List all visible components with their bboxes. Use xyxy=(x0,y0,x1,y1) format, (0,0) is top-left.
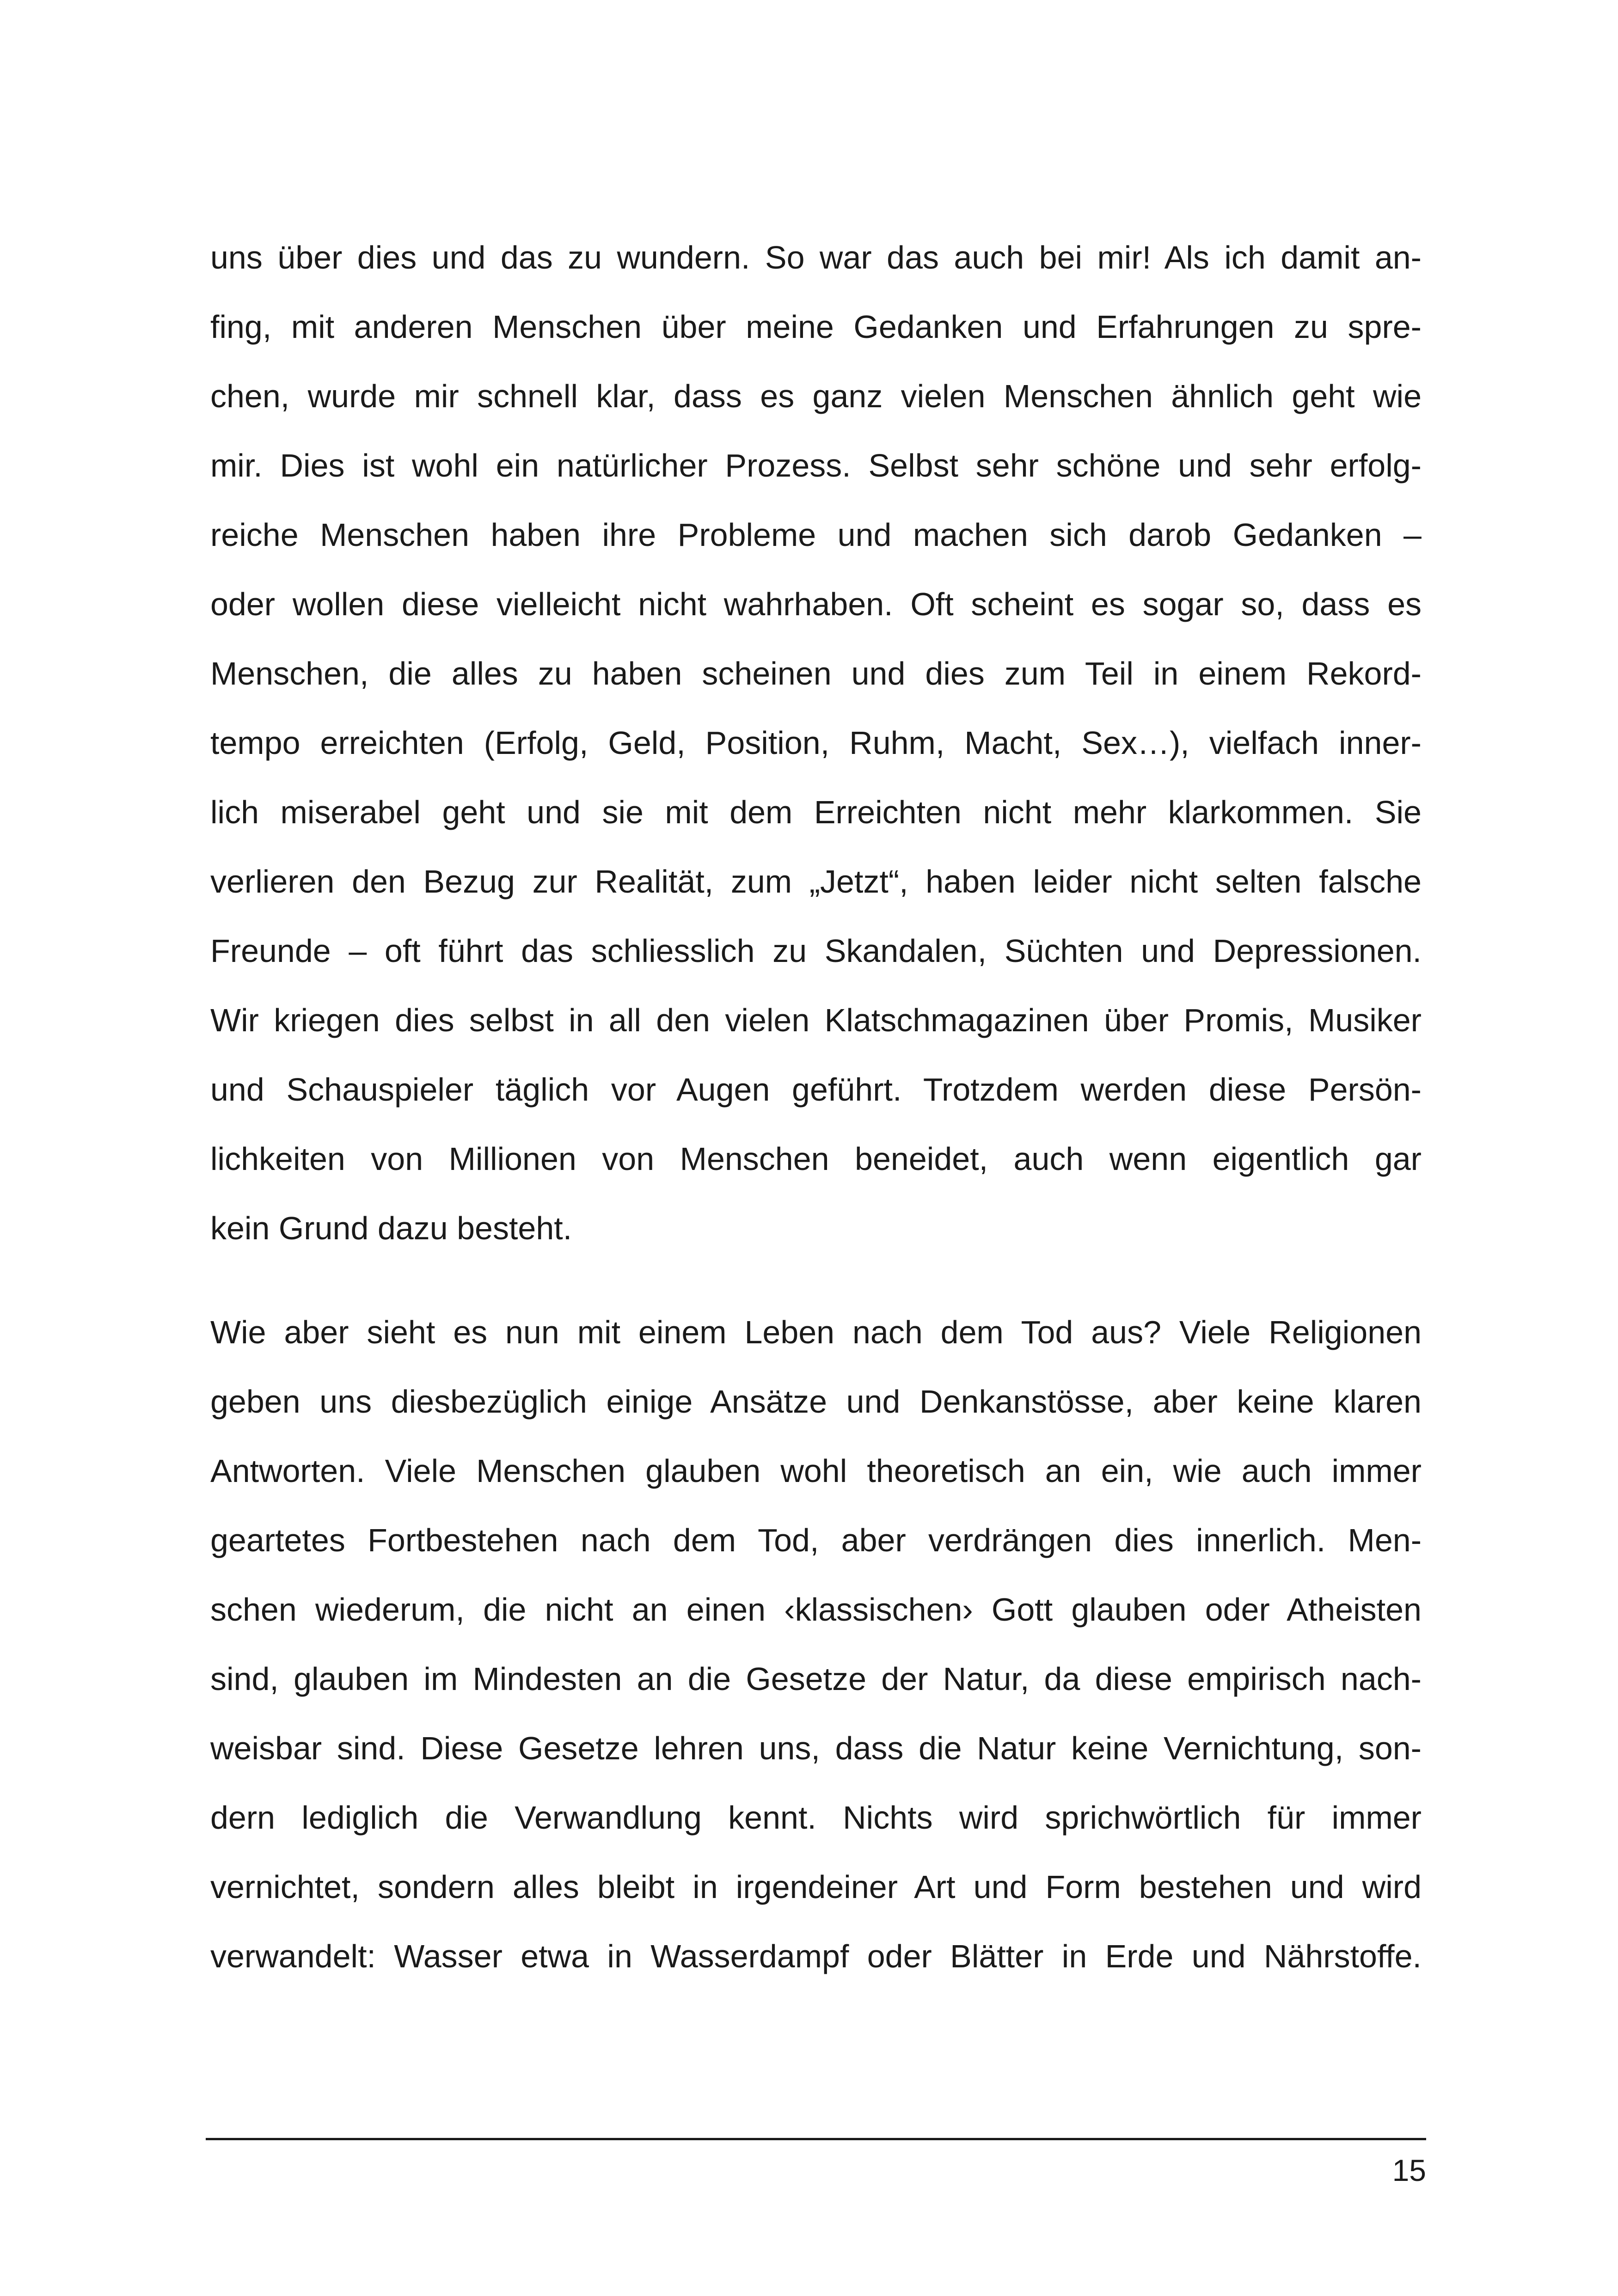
paragraph-line: verwandelt: Wasser etwa in Wasserdampf oder Blätter in Erde und Nährstoffe. xyxy=(210,1938,1422,1974)
paragraph-line: Antworten. Viele Menschen glauben wohl theoretisch an ein, wie auch immer xyxy=(210,1453,1422,1489)
paragraph-line: schen wiederum, die nicht an einen ‹klassischen› Gott glauben oder Atheisten xyxy=(210,1592,1422,1628)
paragraph-line: reiche Menschen haben ihre Probleme und machen sich darob Gedanken – xyxy=(210,517,1422,553)
paragraph-line: geartetes Fortbestehen nach dem Tod, aber verdrängen dies innerlich. Men- xyxy=(210,1522,1422,1558)
paragraph-line: vernichtet, sondern alles bleibt in irgendeiner Art und Form bestehen und wird xyxy=(210,1869,1422,1905)
paragraph-line: lich miserabel geht und sie mit dem Erreichten nicht mehr klarkommen. Sie xyxy=(210,794,1422,830)
paragraph-line: uns über dies und das zu wundern. So war das auch bei mir! Als ich damit an- xyxy=(210,239,1422,276)
paragraph-line: Wir kriegen dies selbst in all den vielen Klatschmagazinen über Promis, Musiker xyxy=(210,1002,1422,1038)
paragraph-line: oder wollen diese vielleicht nicht wahrhaben. Oft scheint es sogar so, dass es xyxy=(210,586,1422,622)
paragraph-line: weisbar sind. Diese Gesetze lehren uns, dass die Natur keine Vernichtung, son- xyxy=(210,1730,1422,1766)
paragraph-line: chen, wurde mir schnell klar, dass es ganz vielen Menschen ähnlich geht wie xyxy=(210,378,1422,414)
paragraph-line: verlieren den Bezug zur Realität, zum „Jetzt“, haben leider nicht selten falsche xyxy=(210,863,1422,900)
paragraph-line: lichkeiten von Millionen von Menschen beneidet, auch wenn eigentlich gar xyxy=(210,1141,1422,1177)
paragraph-line: Wie aber sieht es nun mit einem Leben nach dem Tod aus? Viele Religionen xyxy=(210,1314,1422,1350)
page-number: 15 xyxy=(1392,2153,1426,2187)
paragraph-line: tempo erreichten (Erfolg, Geld, Position, Ruhm, Macht, Sex…), vielfach inner- xyxy=(210,725,1422,761)
paragraph-line: kein Grund dazu besteht. xyxy=(210,1210,572,1246)
paragraph-line: fing, mit anderen Menschen über meine Gedanken und Erfahrungen zu spre- xyxy=(210,309,1422,345)
footer-divider xyxy=(206,2138,1426,2140)
paragraph-line: Freunde – oft führt das schliesslich zu Skandalen, Süchten und Depressionen. xyxy=(210,933,1422,969)
paragraph-line: Menschen, die alles zu haben scheinen und dies zum Teil in einem Rekord- xyxy=(210,655,1422,692)
paragraph-2 xyxy=(210,1298,1422,1991)
paragraph-line: geben uns diesbezüglich einige Ansätze und Denkanstösse, aber keine klaren xyxy=(210,1384,1422,1420)
paragraph-line: dern lediglich die Verwandlung kennt. Nichts wird sprichwörtlich für immer xyxy=(210,1800,1422,1836)
paragraph-line: und Schauspieler täglich vor Augen geführt. Trotzdem werden diese Persön- xyxy=(210,1071,1422,1108)
paragraph-line: mir. Dies ist wohl ein natürlicher Prozess. Selbst sehr schöne und sehr erfolg- xyxy=(210,447,1422,484)
paragraph-1 xyxy=(210,223,1422,1263)
paragraph-line: sind, glauben im Mindesten an die Gesetze der Natur, da diese empirisch nach- xyxy=(210,1661,1422,1697)
